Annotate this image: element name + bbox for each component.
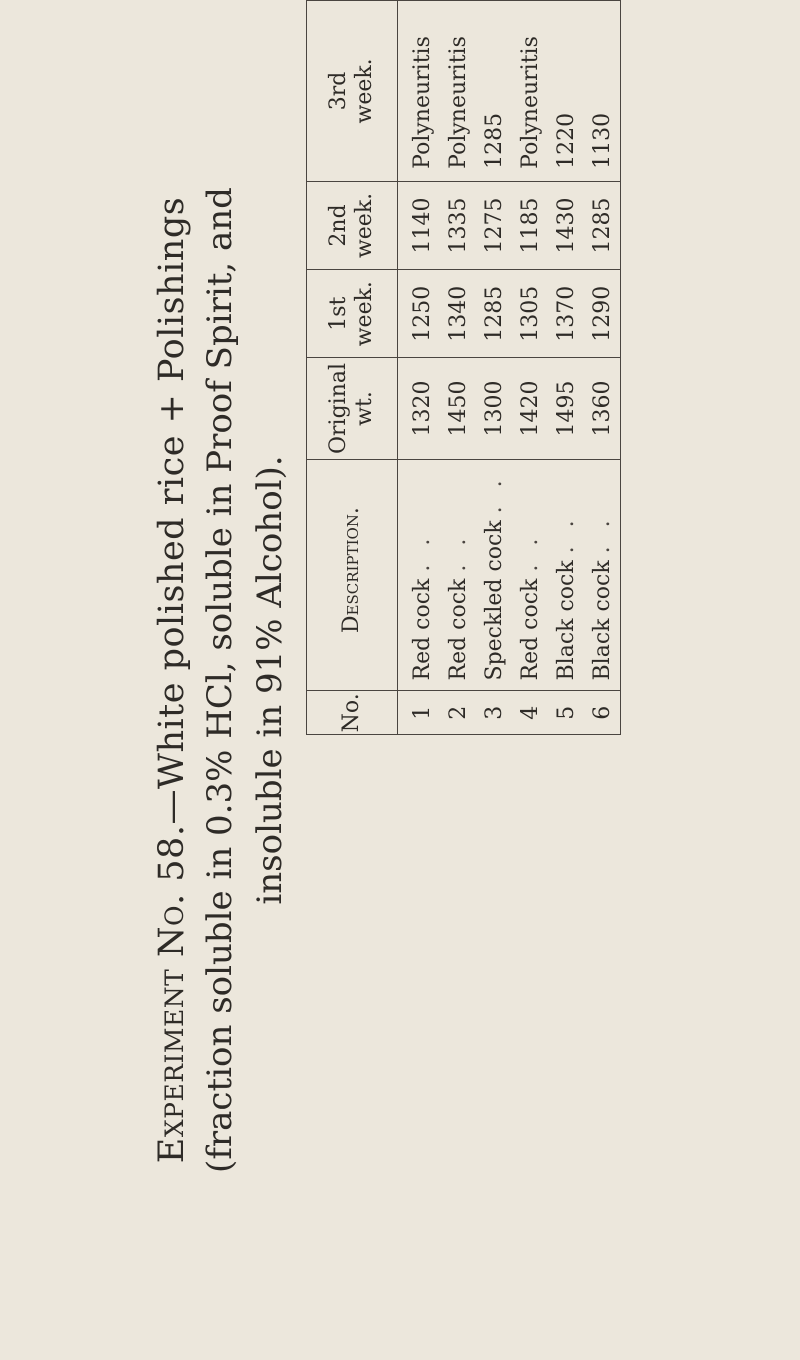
row-number: 2	[440, 691, 476, 735]
row-week-1: 1340	[440, 270, 476, 358]
header-week-3: 3rd week.	[307, 1, 398, 182]
row-original-wt: 1320	[398, 358, 441, 459]
row-week-2: 1275	[476, 181, 512, 269]
row-number: 6	[584, 691, 621, 735]
row-week-1: 1305	[512, 270, 548, 358]
row-week-2: 1285	[584, 181, 621, 269]
row-week-1: 1370	[548, 270, 584, 358]
header-original-wt: Original wt.	[307, 358, 398, 459]
row-original-wt: 1300	[476, 358, 512, 459]
row-week-2: 1140	[398, 181, 441, 269]
row-description: Red cock . .	[398, 459, 441, 691]
row-week-2: 1335	[440, 181, 476, 269]
table-row	[584, 1, 621, 735]
table-row	[476, 1, 512, 735]
row-original-wt: 1495	[548, 358, 584, 459]
table-row	[512, 1, 548, 735]
table-row	[548, 1, 584, 735]
row-week-3: 1285	[476, 1, 512, 182]
caption-line-2: (fraction soluble in 0.3% HCl, soluble in Proof Spirit, and	[200, 187, 240, 1173]
experiment-number: Experiment No. 58.	[152, 824, 192, 1164]
row-week-3: Polyneuritis	[512, 1, 548, 182]
row-description: Speckled cock . .	[476, 459, 512, 691]
row-week-3: 1220	[548, 1, 584, 182]
table-header-row	[307, 1, 398, 735]
row-number: 5	[548, 691, 584, 735]
row-number: 3	[476, 691, 512, 735]
header-week-1: 1st week.	[307, 270, 398, 358]
row-week-2: 1430	[548, 181, 584, 269]
caption-line-3: insoluble in 91% Alcohol).	[250, 455, 290, 905]
row-number: 1	[398, 691, 441, 735]
row-description: Red cock . .	[512, 459, 548, 691]
row-week-1: 1250	[398, 270, 441, 358]
row-description: Black cock . .	[584, 459, 621, 691]
row-week-1: 1285	[476, 270, 512, 358]
header-no: No.	[307, 691, 398, 735]
row-number: 4	[512, 691, 548, 735]
row-original-wt: 1360	[584, 358, 621, 459]
row-week-3: Polyneuritis	[440, 1, 476, 182]
row-original-wt: 1420	[512, 358, 548, 459]
table-row	[440, 1, 476, 735]
row-week-3: Polyneuritis	[398, 1, 441, 182]
experiment-title: —White polished rice + Polishings	[152, 196, 192, 825]
results-table	[306, 0, 621, 735]
header-week-2: 2nd week.	[307, 181, 398, 269]
header-description: Description.	[307, 459, 398, 691]
row-week-1: 1290	[584, 270, 621, 358]
table-row	[398, 1, 441, 735]
caption-line-1	[152, 0, 192, 1360]
row-description: Red cock . .	[440, 459, 476, 691]
row-description: Black cock . .	[548, 459, 584, 691]
row-week-3: 1130	[584, 1, 621, 182]
row-week-2: 1185	[512, 181, 548, 269]
row-original-wt: 1450	[440, 358, 476, 459]
